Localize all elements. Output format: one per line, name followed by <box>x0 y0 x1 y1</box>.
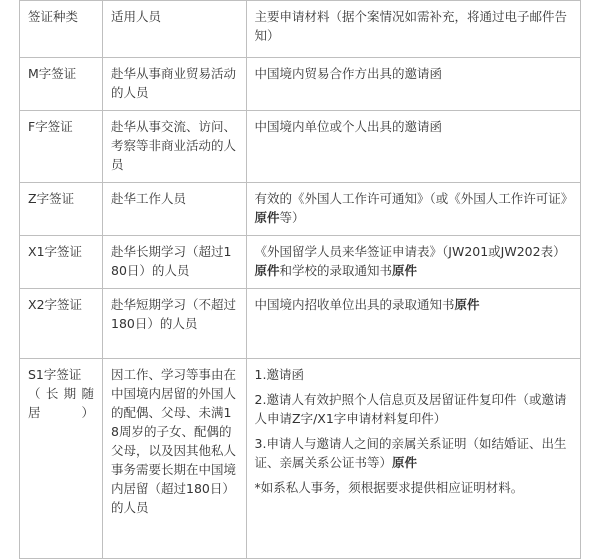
table-row <box>20 183 581 236</box>
visa-type-cell: X2字签证 <box>20 289 103 359</box>
applicants-cell: 赴华长期学习（超过180日）的人员 <box>103 236 247 289</box>
material-item <box>255 434 572 472</box>
visa-type-cell: M字签证 <box>20 58 103 111</box>
header-applicants: 适用人员 <box>103 1 247 58</box>
visa-type-cell: F字签证 <box>20 111 103 183</box>
table-row <box>20 289 581 359</box>
applicants-cell: 赴华短期学习（不超过180日）的人员 <box>103 289 247 359</box>
applicants-cell: 赴华从事商业贸易活动的人员 <box>103 58 247 111</box>
material-item: 2.邀请人有效护照个人信息页及居留证件复印件（或邀请人申请Z字/X1字申请材料复印件） <box>254 392 567 426</box>
table-row <box>20 236 581 289</box>
materials-text: 《外国留学人员来华签证申请表》（JW201或JW202表） <box>254 244 566 259</box>
materials-cell <box>246 289 580 359</box>
table-row <box>20 359 581 559</box>
table-row <box>20 111 581 183</box>
original-label: 原件 <box>254 210 280 225</box>
applicants-cell: 赴华工作人员 <box>103 183 247 236</box>
visa-type-name: S1字签证 <box>28 367 82 382</box>
materials-text: 和学校的录取通知书 <box>279 263 393 278</box>
applicants-cell: 因工作、学习等事由在中国境内居留的外国人的配偶、父母、未满18周岁的子女、配偶的父母，以及因其他私人事务需要长期在中国境内居留（超过180日）的人员 <box>103 359 247 559</box>
materials-text: 3.申请人与邀请人之间的亲属关系证明（如结婚证、出生证、亲属关系公证书等） <box>254 436 567 470</box>
visa-type-cell: Z字签证 <box>20 183 103 236</box>
materials-cell <box>246 183 580 236</box>
materials-cell: 中国境内单位或个人出具的邀请函 <box>246 111 580 183</box>
original-label: 原件 <box>454 297 480 312</box>
table-row <box>20 58 581 111</box>
header-visa-type: 签证种类 <box>20 1 103 58</box>
materials-cell <box>246 236 580 289</box>
visa-requirements-table <box>19 0 581 559</box>
visa-type-note: （长期随居） <box>28 386 95 420</box>
materials-cell <box>246 359 580 559</box>
materials-cell: 中国境内贸易合作方出具的邀请函 <box>246 58 580 111</box>
header-materials: 主要申请材料（据个案情况如需补充，将通过电子邮件告知） <box>246 1 580 58</box>
original-label: 原件 <box>392 263 418 278</box>
applicants-cell: 赴华从事交流、访问、考察等非商业活动的人员 <box>103 111 247 183</box>
original-label: 原件 <box>254 263 280 278</box>
table-header-row <box>20 1 581 58</box>
material-item: 1.邀请函 <box>254 367 304 382</box>
materials-text: 等） <box>279 210 305 225</box>
materials-text: 中国境内招收单位出具的录取通知书 <box>254 297 455 312</box>
materials-text: 有效的《外国人工作许可通知》（或《外国人工作许可证》 <box>254 191 574 206</box>
original-label: 原件 <box>392 455 418 470</box>
material-note: *如系私人事务，须根据要求提供相应证明材料。 <box>254 480 524 495</box>
visa-type-cell: X1字签证 <box>20 236 103 289</box>
visa-type-cell <box>20 359 103 559</box>
